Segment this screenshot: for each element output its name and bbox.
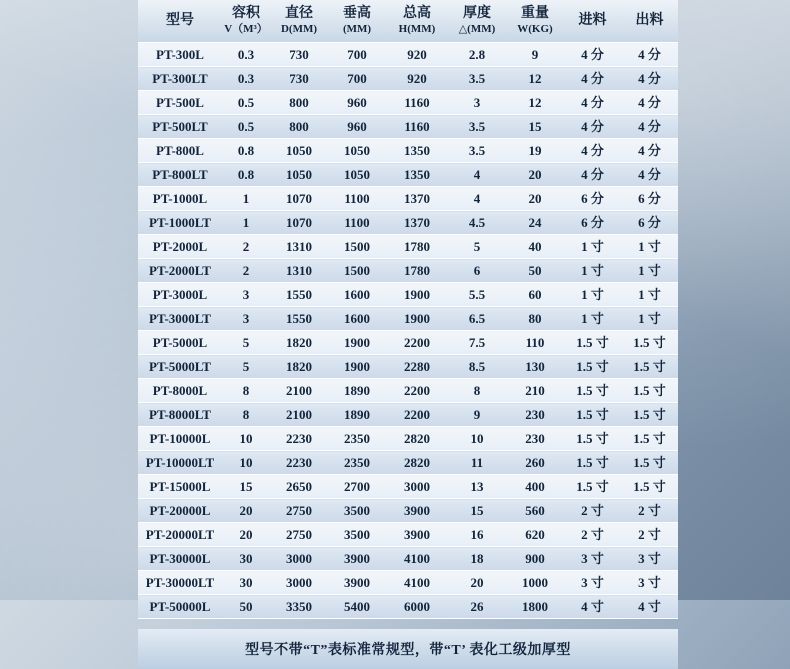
cell-total-height: 3900 [386,499,448,523]
cell-total-height: 4100 [386,547,448,571]
cell-thickness: 16 [448,523,506,547]
cell-diameter: 1310 [270,235,328,259]
cell-inlet: 1 寸 [564,259,621,283]
header-sub-volume: V（M³） [224,23,268,35]
cell-diameter: 2750 [270,499,328,523]
cell-inlet: 1.5 寸 [564,451,621,475]
cell-straight-height: 3500 [328,523,386,547]
cell-straight-height: 700 [328,67,386,91]
cell-inlet: 4 分 [564,91,621,115]
cell-outlet: 1 寸 [621,307,678,331]
cell-outlet: 1.5 寸 [621,403,678,427]
table-row [138,115,678,139]
table-row [138,331,678,355]
cell-inlet: 4 分 [564,43,621,67]
cell-straight-height: 2350 [328,427,386,451]
table-row [138,547,678,571]
cell-weight: 9 [506,43,564,67]
header-main-diameter: 直径 [285,6,313,21]
cell-weight: 12 [506,91,564,115]
cell-weight: 80 [506,307,564,331]
cell-weight: 230 [506,403,564,427]
cell-diameter: 800 [270,115,328,139]
table-row [138,523,678,547]
cell-weight: 900 [506,547,564,571]
cell-total-height: 1780 [386,235,448,259]
cell-total-height: 1160 [386,91,448,115]
cell-inlet: 4 分 [564,115,621,139]
cell-diameter: 730 [270,43,328,67]
header-cell-weight [506,0,564,43]
cell-outlet: 4 分 [621,91,678,115]
cell-diameter: 1820 [270,355,328,379]
cell-outlet: 6 分 [621,211,678,235]
cell-thickness: 5.5 [448,283,506,307]
cell-weight: 50 [506,259,564,283]
cell-model: PT-300LT [138,67,222,91]
cell-volume: 50 [222,595,270,619]
cell-thickness: 6.5 [448,307,506,331]
cell-total-height: 3900 [386,523,448,547]
cell-inlet: 1.5 寸 [564,475,621,499]
cell-total-height: 1160 [386,115,448,139]
cell-diameter: 1070 [270,211,328,235]
cell-thickness: 3.5 [448,115,506,139]
cell-inlet: 4 分 [564,163,621,187]
cell-straight-height: 5400 [328,595,386,619]
header-main-model: 型号 [166,13,194,28]
cell-total-height: 920 [386,67,448,91]
cell-volume: 2 [222,235,270,259]
cell-total-height: 2200 [386,331,448,355]
cell-volume: 20 [222,523,270,547]
header-main-volume: 容积 [232,6,260,21]
cell-inlet: 2 寸 [564,523,621,547]
cell-model: PT-30000LT [138,571,222,595]
cell-weight: 24 [506,211,564,235]
cell-total-height: 920 [386,43,448,67]
cell-outlet: 3 寸 [621,547,678,571]
header-cell-straight-height [328,0,386,43]
cell-straight-height: 960 [328,115,386,139]
table-row [138,91,678,115]
header-sub-diameter: D(MM) [280,23,318,35]
cell-inlet: 1.5 寸 [564,355,621,379]
header-cell-volume [222,0,270,43]
header-sub-thickness: △(MM) [458,23,496,35]
cell-total-height: 2820 [386,427,448,451]
cell-outlet: 4 分 [621,139,678,163]
cell-diameter: 1820 [270,331,328,355]
cell-model: PT-500LT [138,115,222,139]
cell-weight: 15 [506,115,564,139]
cell-outlet: 1.5 寸 [621,475,678,499]
cell-diameter: 730 [270,67,328,91]
cell-total-height: 2280 [386,355,448,379]
cell-volume: 0.8 [222,139,270,163]
table-row [138,187,678,211]
header-main-inlet: 进料 [578,13,607,28]
cell-straight-height: 960 [328,91,386,115]
cell-outlet: 1.5 寸 [621,355,678,379]
cell-volume: 0.3 [222,67,270,91]
table-row [138,451,678,475]
cell-outlet: 4 分 [621,163,678,187]
cell-inlet: 1.5 寸 [564,427,621,451]
table-row [138,43,678,67]
cell-thickness: 8 [448,379,506,403]
cell-volume: 1 [222,211,270,235]
cell-straight-height: 1600 [328,307,386,331]
cell-thickness: 18 [448,547,506,571]
cell-thickness: 3.5 [448,67,506,91]
cell-thickness: 3 [448,91,506,115]
cell-volume: 0.8 [222,163,270,187]
cell-inlet: 1 寸 [564,307,621,331]
cell-inlet: 1.5 寸 [564,403,621,427]
cell-straight-height: 1100 [328,211,386,235]
cell-volume: 0.5 [222,115,270,139]
header-main-total-height: 总高 [403,6,431,21]
header-cell-model [138,0,222,43]
cell-inlet: 4 寸 [564,595,621,619]
cell-thickness: 15 [448,499,506,523]
cell-diameter: 2100 [270,403,328,427]
cell-straight-height: 700 [328,43,386,67]
table-row [138,211,678,235]
table-body [138,0,678,619]
table-row [138,283,678,307]
specification-table [138,0,678,619]
cell-weight: 60 [506,283,564,307]
cell-weight: 20 [506,187,564,211]
cell-straight-height: 1600 [328,283,386,307]
cell-thickness: 11 [448,451,506,475]
header-sub-straight-height: (MM) [342,23,372,35]
cell-diameter: 2100 [270,379,328,403]
cell-diameter: 1550 [270,307,328,331]
cell-outlet: 4 分 [621,67,678,91]
cell-inlet: 4 分 [564,67,621,91]
cell-diameter: 2750 [270,523,328,547]
table-row [138,67,678,91]
cell-weight: 620 [506,523,564,547]
cell-diameter: 3000 [270,547,328,571]
cell-volume: 8 [222,403,270,427]
cell-weight: 40 [506,235,564,259]
header-cell-total-height [386,0,448,43]
cell-outlet: 1 寸 [621,259,678,283]
cell-straight-height: 1900 [328,331,386,355]
cell-total-height: 1350 [386,139,448,163]
cell-straight-height: 1100 [328,187,386,211]
cell-straight-height: 1890 [328,379,386,403]
cell-diameter: 1050 [270,139,328,163]
cell-volume: 15 [222,475,270,499]
cell-weight: 260 [506,451,564,475]
cell-volume: 1 [222,187,270,211]
cell-straight-height: 1900 [328,355,386,379]
cell-weight: 130 [506,355,564,379]
cell-thickness: 4 [448,187,506,211]
cell-model: PT-2000LT [138,259,222,283]
cell-outlet: 6 分 [621,187,678,211]
table-row [138,403,678,427]
cell-straight-height: 1500 [328,235,386,259]
table-row [138,379,678,403]
cell-model: PT-8000L [138,379,222,403]
cell-inlet: 1.5 寸 [564,331,621,355]
cell-thickness: 2.8 [448,43,506,67]
cell-thickness: 4.5 [448,211,506,235]
cell-model: PT-20000L [138,499,222,523]
table-row [138,427,678,451]
cell-model: PT-1000L [138,187,222,211]
cell-diameter: 3000 [270,571,328,595]
cell-outlet: 1 寸 [621,235,678,259]
cell-inlet: 1.5 寸 [564,379,621,403]
cell-volume: 30 [222,571,270,595]
cell-model: PT-5000L [138,331,222,355]
cell-straight-height: 2700 [328,475,386,499]
cell-model: PT-3000LT [138,307,222,331]
header-sub-total-height: H(MM) [398,23,436,35]
cell-volume: 10 [222,451,270,475]
cell-straight-height: 1500 [328,259,386,283]
cell-inlet: 3 寸 [564,547,621,571]
cell-volume: 30 [222,547,270,571]
cell-weight: 560 [506,499,564,523]
cell-thickness: 3.5 [448,139,506,163]
cell-weight: 19 [506,139,564,163]
cell-diameter: 1310 [270,259,328,283]
cell-diameter: 1050 [270,163,328,187]
cell-model: PT-5000LT [138,355,222,379]
cell-straight-height: 3900 [328,571,386,595]
cell-weight: 210 [506,379,564,403]
cell-thickness: 7.5 [448,331,506,355]
cell-inlet: 2 寸 [564,499,621,523]
cell-inlet: 4 分 [564,139,621,163]
cell-diameter: 3350 [270,595,328,619]
cell-model: PT-30000L [138,547,222,571]
cell-volume: 3 [222,283,270,307]
cell-volume: 8 [222,379,270,403]
table-row [138,307,678,331]
cell-volume: 0.5 [222,91,270,115]
cell-total-height: 4100 [386,571,448,595]
header-cell-inlet [564,0,621,43]
cell-thickness: 10 [448,427,506,451]
cell-model: PT-10000L [138,427,222,451]
cell-model: PT-500L [138,91,222,115]
cell-thickness: 6 [448,259,506,283]
cell-outlet: 4 分 [621,43,678,67]
cell-straight-height: 3500 [328,499,386,523]
cell-volume: 0.3 [222,43,270,67]
cell-volume: 20 [222,499,270,523]
cell-thickness: 8.5 [448,355,506,379]
cell-weight: 110 [506,331,564,355]
cell-total-height: 2200 [386,403,448,427]
cell-total-height: 1900 [386,307,448,331]
cell-model: PT-10000LT [138,451,222,475]
table-row [138,571,678,595]
spec-table-container [138,0,678,669]
cell-outlet: 4 寸 [621,595,678,619]
cell-total-height: 1370 [386,211,448,235]
table-row [138,163,678,187]
cell-weight: 20 [506,163,564,187]
cell-model: PT-50000L [138,595,222,619]
cell-volume: 3 [222,307,270,331]
table-row [138,235,678,259]
cell-outlet: 1.5 寸 [621,379,678,403]
cell-model: PT-8000LT [138,403,222,427]
cell-straight-height: 1050 [328,139,386,163]
cell-thickness: 26 [448,595,506,619]
cell-inlet: 1 寸 [564,235,621,259]
cell-weight: 12 [506,67,564,91]
cell-thickness: 20 [448,571,506,595]
table-row [138,595,678,619]
cell-total-height: 1350 [386,163,448,187]
cell-model: PT-3000L [138,283,222,307]
cell-straight-height: 3900 [328,547,386,571]
cell-total-height: 3000 [386,475,448,499]
cell-outlet: 1.5 寸 [621,331,678,355]
cell-weight: 1000 [506,571,564,595]
cell-total-height: 2820 [386,451,448,475]
cell-model: PT-800L [138,139,222,163]
cell-diameter: 1070 [270,187,328,211]
cell-straight-height: 1890 [328,403,386,427]
cell-model: PT-1000LT [138,211,222,235]
header-main-weight: 重量 [521,6,549,21]
cell-thickness: 13 [448,475,506,499]
header-main-outlet: 出料 [635,13,664,28]
cell-model: PT-800LT [138,163,222,187]
table-row [138,139,678,163]
cell-outlet: 1.5 寸 [621,451,678,475]
table-row [138,355,678,379]
cell-model: PT-2000L [138,235,222,259]
header-sub-weight: W(KG) [517,23,553,35]
cell-weight: 230 [506,427,564,451]
cell-diameter: 2230 [270,451,328,475]
cell-diameter: 1550 [270,283,328,307]
cell-outlet: 1 寸 [621,283,678,307]
cell-total-height: 1900 [386,283,448,307]
cell-volume: 5 [222,355,270,379]
cell-outlet: 2 寸 [621,523,678,547]
cell-diameter: 2650 [270,475,328,499]
cell-total-height: 1370 [386,187,448,211]
header-cell-thickness [448,0,506,43]
header-cell-outlet [621,0,678,43]
cell-model: PT-15000L [138,475,222,499]
cell-outlet: 4 分 [621,115,678,139]
cell-total-height: 1780 [386,259,448,283]
cell-diameter: 800 [270,91,328,115]
cell-total-height: 6000 [386,595,448,619]
header-main-straight-height: 垂高 [343,6,371,21]
cell-thickness: 4 [448,163,506,187]
cell-inlet: 6 分 [564,211,621,235]
cell-inlet: 6 分 [564,187,621,211]
cell-volume: 5 [222,331,270,355]
cell-thickness: 5 [448,235,506,259]
cell-inlet: 1 寸 [564,283,621,307]
cell-total-height: 2200 [386,379,448,403]
cell-straight-height: 1050 [328,163,386,187]
cell-model: PT-20000LT [138,523,222,547]
cell-thickness: 9 [448,403,506,427]
cell-outlet: 1.5 寸 [621,427,678,451]
cell-volume: 2 [222,259,270,283]
cell-weight: 400 [506,475,564,499]
cell-diameter: 2230 [270,427,328,451]
table-header-row [138,0,678,43]
cell-straight-height: 2350 [328,451,386,475]
footer-note: 型号不带“T”表标准常规型，带“T’ 表化工级加厚型 [138,629,678,669]
table-row [138,259,678,283]
table-row [138,475,678,499]
cell-outlet: 2 寸 [621,499,678,523]
cell-outlet: 3 寸 [621,571,678,595]
header-main-thickness: 厚度 [463,6,491,21]
cell-inlet: 3 寸 [564,571,621,595]
cell-weight: 1800 [506,595,564,619]
header-cell-diameter [270,0,328,43]
cell-volume: 10 [222,427,270,451]
cell-model: PT-300L [138,43,222,67]
table-row [138,499,678,523]
